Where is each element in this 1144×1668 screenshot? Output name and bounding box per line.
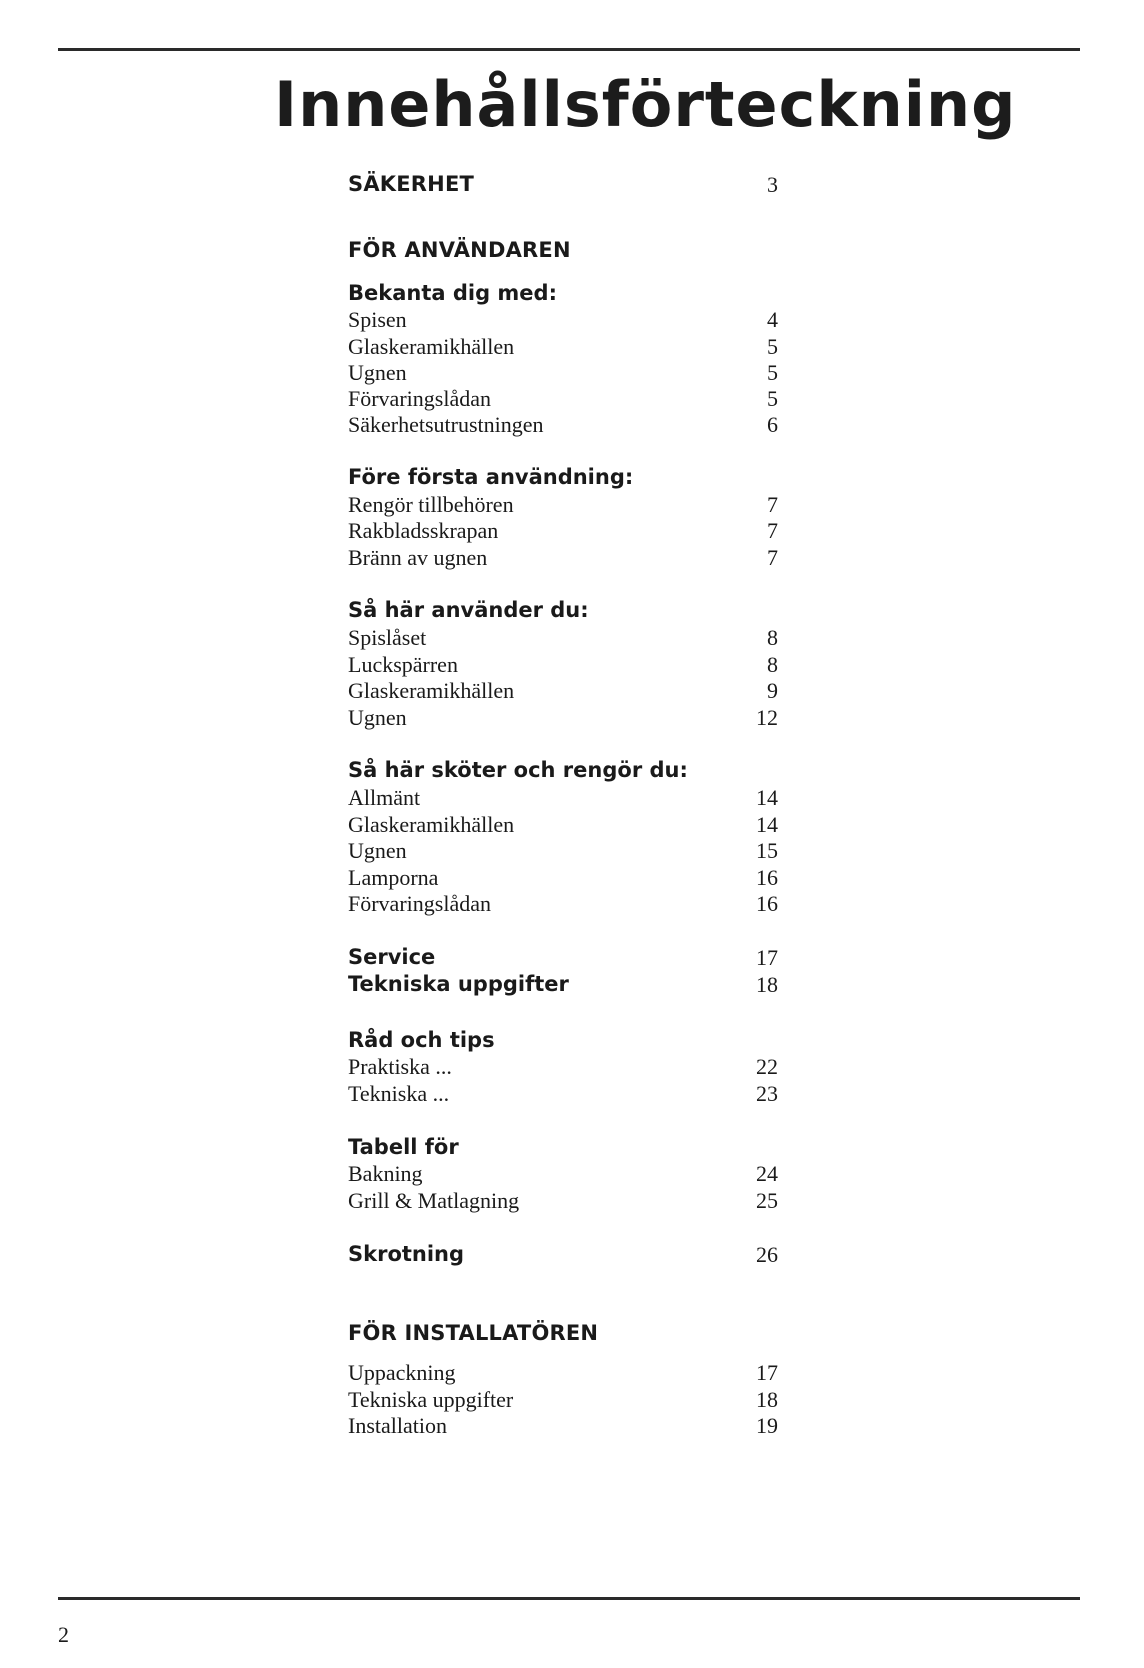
- toc-entry-page: 7: [767, 492, 778, 517]
- toc-entry-page: 15: [756, 838, 778, 863]
- toc-entry-item: [348, 307, 778, 337]
- toc-entry-label: Praktiska ...: [348, 1054, 452, 1079]
- toc-entry-page: 14: [756, 785, 778, 810]
- toc-entry-label: Bekanta dig med:: [348, 281, 557, 305]
- toc-entry-page: 23: [756, 1081, 778, 1106]
- toc-entry-label: Ugnen: [348, 838, 407, 863]
- toc-entry-label: FÖR ANVÄNDAREN: [348, 238, 571, 262]
- toc-entry-page: 3: [767, 172, 778, 197]
- toc-entry-heading: [348, 945, 778, 975]
- toc-entry-item: [348, 1360, 778, 1390]
- toc-entry-page: 16: [756, 891, 778, 916]
- toc-entry-item: [348, 785, 778, 815]
- toc-entry-item: [348, 891, 778, 921]
- toc-entry-label: Före första användning:: [348, 465, 634, 489]
- toc-entry-item: [348, 625, 778, 655]
- toc-entry-label: Luckspärren: [348, 652, 458, 677]
- toc-entry-page: 7: [767, 518, 778, 543]
- toc-entry-label: Tabell för: [348, 1135, 459, 1159]
- toc-entry-item: [348, 838, 778, 868]
- toc-entry-label: Service: [348, 945, 436, 969]
- toc-entry-label: Säkerhetsutrustningen: [348, 412, 544, 437]
- toc-entry-label: Så här sköter och rengör du:: [348, 758, 688, 782]
- toc-entry-item: [348, 705, 778, 735]
- toc-entry-label: Glaskeramikhällen: [348, 678, 515, 703]
- toc-entry-item: [348, 1161, 778, 1191]
- toc-entry-page: 18: [756, 972, 778, 997]
- toc-entry-label: Spislåset: [348, 625, 427, 650]
- toc-entry-heading: [348, 1242, 778, 1272]
- toc-entry-page: 17: [756, 1360, 778, 1385]
- toc-entry-page: 8: [767, 652, 778, 677]
- toc-entry-page: 17: [756, 945, 778, 970]
- page-number: 2: [58, 1622, 69, 1647]
- toc-entry-page: 18: [756, 1387, 778, 1412]
- toc-entry-label: Förvaringslådan: [348, 386, 491, 411]
- toc-entry-label: Rengör tillbehören: [348, 492, 514, 517]
- toc-entry-page: 6: [767, 412, 778, 437]
- toc-entry-item: [348, 1054, 778, 1084]
- toc-entry-heading: [348, 972, 778, 1002]
- toc-entry-label: Installation: [348, 1413, 447, 1438]
- toc-entry-label: FÖR INSTALLATÖREN: [348, 1321, 599, 1345]
- toc-entry-label: Råd och tips: [348, 1028, 495, 1052]
- toc-entry-page: 5: [767, 360, 778, 385]
- toc-entry-section: [348, 1321, 778, 1351]
- toc-entry-label: Tekniska uppgifter: [348, 972, 569, 996]
- toc-entry-label: Lamporna: [348, 865, 439, 890]
- toc-entry-label: Ugnen: [348, 360, 407, 385]
- toc-entry-label: Tekniska uppgifter: [348, 1387, 514, 1412]
- page-title: Innehållsförteckning: [274, 68, 1017, 141]
- toc-entry-page: 16: [756, 865, 778, 890]
- toc-entry-label: Allmänt: [348, 785, 421, 810]
- toc-entry-page: 25: [756, 1188, 778, 1213]
- toc-entry-section: [348, 238, 778, 268]
- toc-entry-page: 5: [767, 334, 778, 359]
- toc-entry-page: 9: [767, 678, 778, 703]
- toc-entry-item: [348, 412, 778, 442]
- toc-entry-section: [348, 172, 778, 202]
- toc-entry-label: Spisen: [348, 307, 407, 332]
- toc-entry-label: Bakning: [348, 1161, 423, 1186]
- toc-entry-page: 5: [767, 386, 778, 411]
- toc-entry-item: [348, 1413, 778, 1443]
- toc-entry-heading: [348, 758, 778, 788]
- toc-entry-label: Tekniska ...: [348, 1081, 450, 1106]
- toc-entry-label: Skrotning: [348, 1242, 465, 1266]
- toc-entry-item: [348, 545, 778, 575]
- toc-entry-label: Grill & Matlagning: [348, 1188, 520, 1213]
- toc-entry-item: [348, 1188, 778, 1218]
- toc-entry-label: Rakbladsskrapan: [348, 518, 499, 543]
- toc-entry-page: 12: [756, 705, 778, 730]
- toc-entry-page: 19: [756, 1413, 778, 1438]
- toc-entry-item: [348, 1081, 778, 1111]
- bottom-rule: [58, 1597, 1080, 1600]
- toc-entry-page: 22: [756, 1054, 778, 1079]
- toc-entry-page: 4: [767, 307, 778, 332]
- toc-entry-page: 7: [767, 545, 778, 570]
- toc-entry-page: 8: [767, 625, 778, 650]
- toc-entry-label: SÄKERHET: [348, 172, 475, 196]
- toc-entry-label: Glaskeramikhällen: [348, 812, 515, 837]
- toc-entry-heading: [348, 465, 778, 495]
- toc-entry-label: Uppackning: [348, 1360, 456, 1385]
- toc-entry-heading: [348, 598, 778, 628]
- toc-entry-page: 24: [756, 1161, 778, 1186]
- toc-entry-label: Glaskeramikhällen: [348, 334, 515, 359]
- toc-entry-page: 26: [756, 1242, 778, 1267]
- toc-entry-label: Ugnen: [348, 705, 407, 730]
- toc-entry-label: Bränn av ugnen: [348, 545, 488, 570]
- toc-entry-label: Så här använder du:: [348, 598, 589, 622]
- toc-entry-page: 14: [756, 812, 778, 837]
- toc-entry-label: Förvaringslådan: [348, 891, 491, 916]
- toc-entry-item: [348, 518, 778, 548]
- toc-entry-item: [348, 678, 778, 708]
